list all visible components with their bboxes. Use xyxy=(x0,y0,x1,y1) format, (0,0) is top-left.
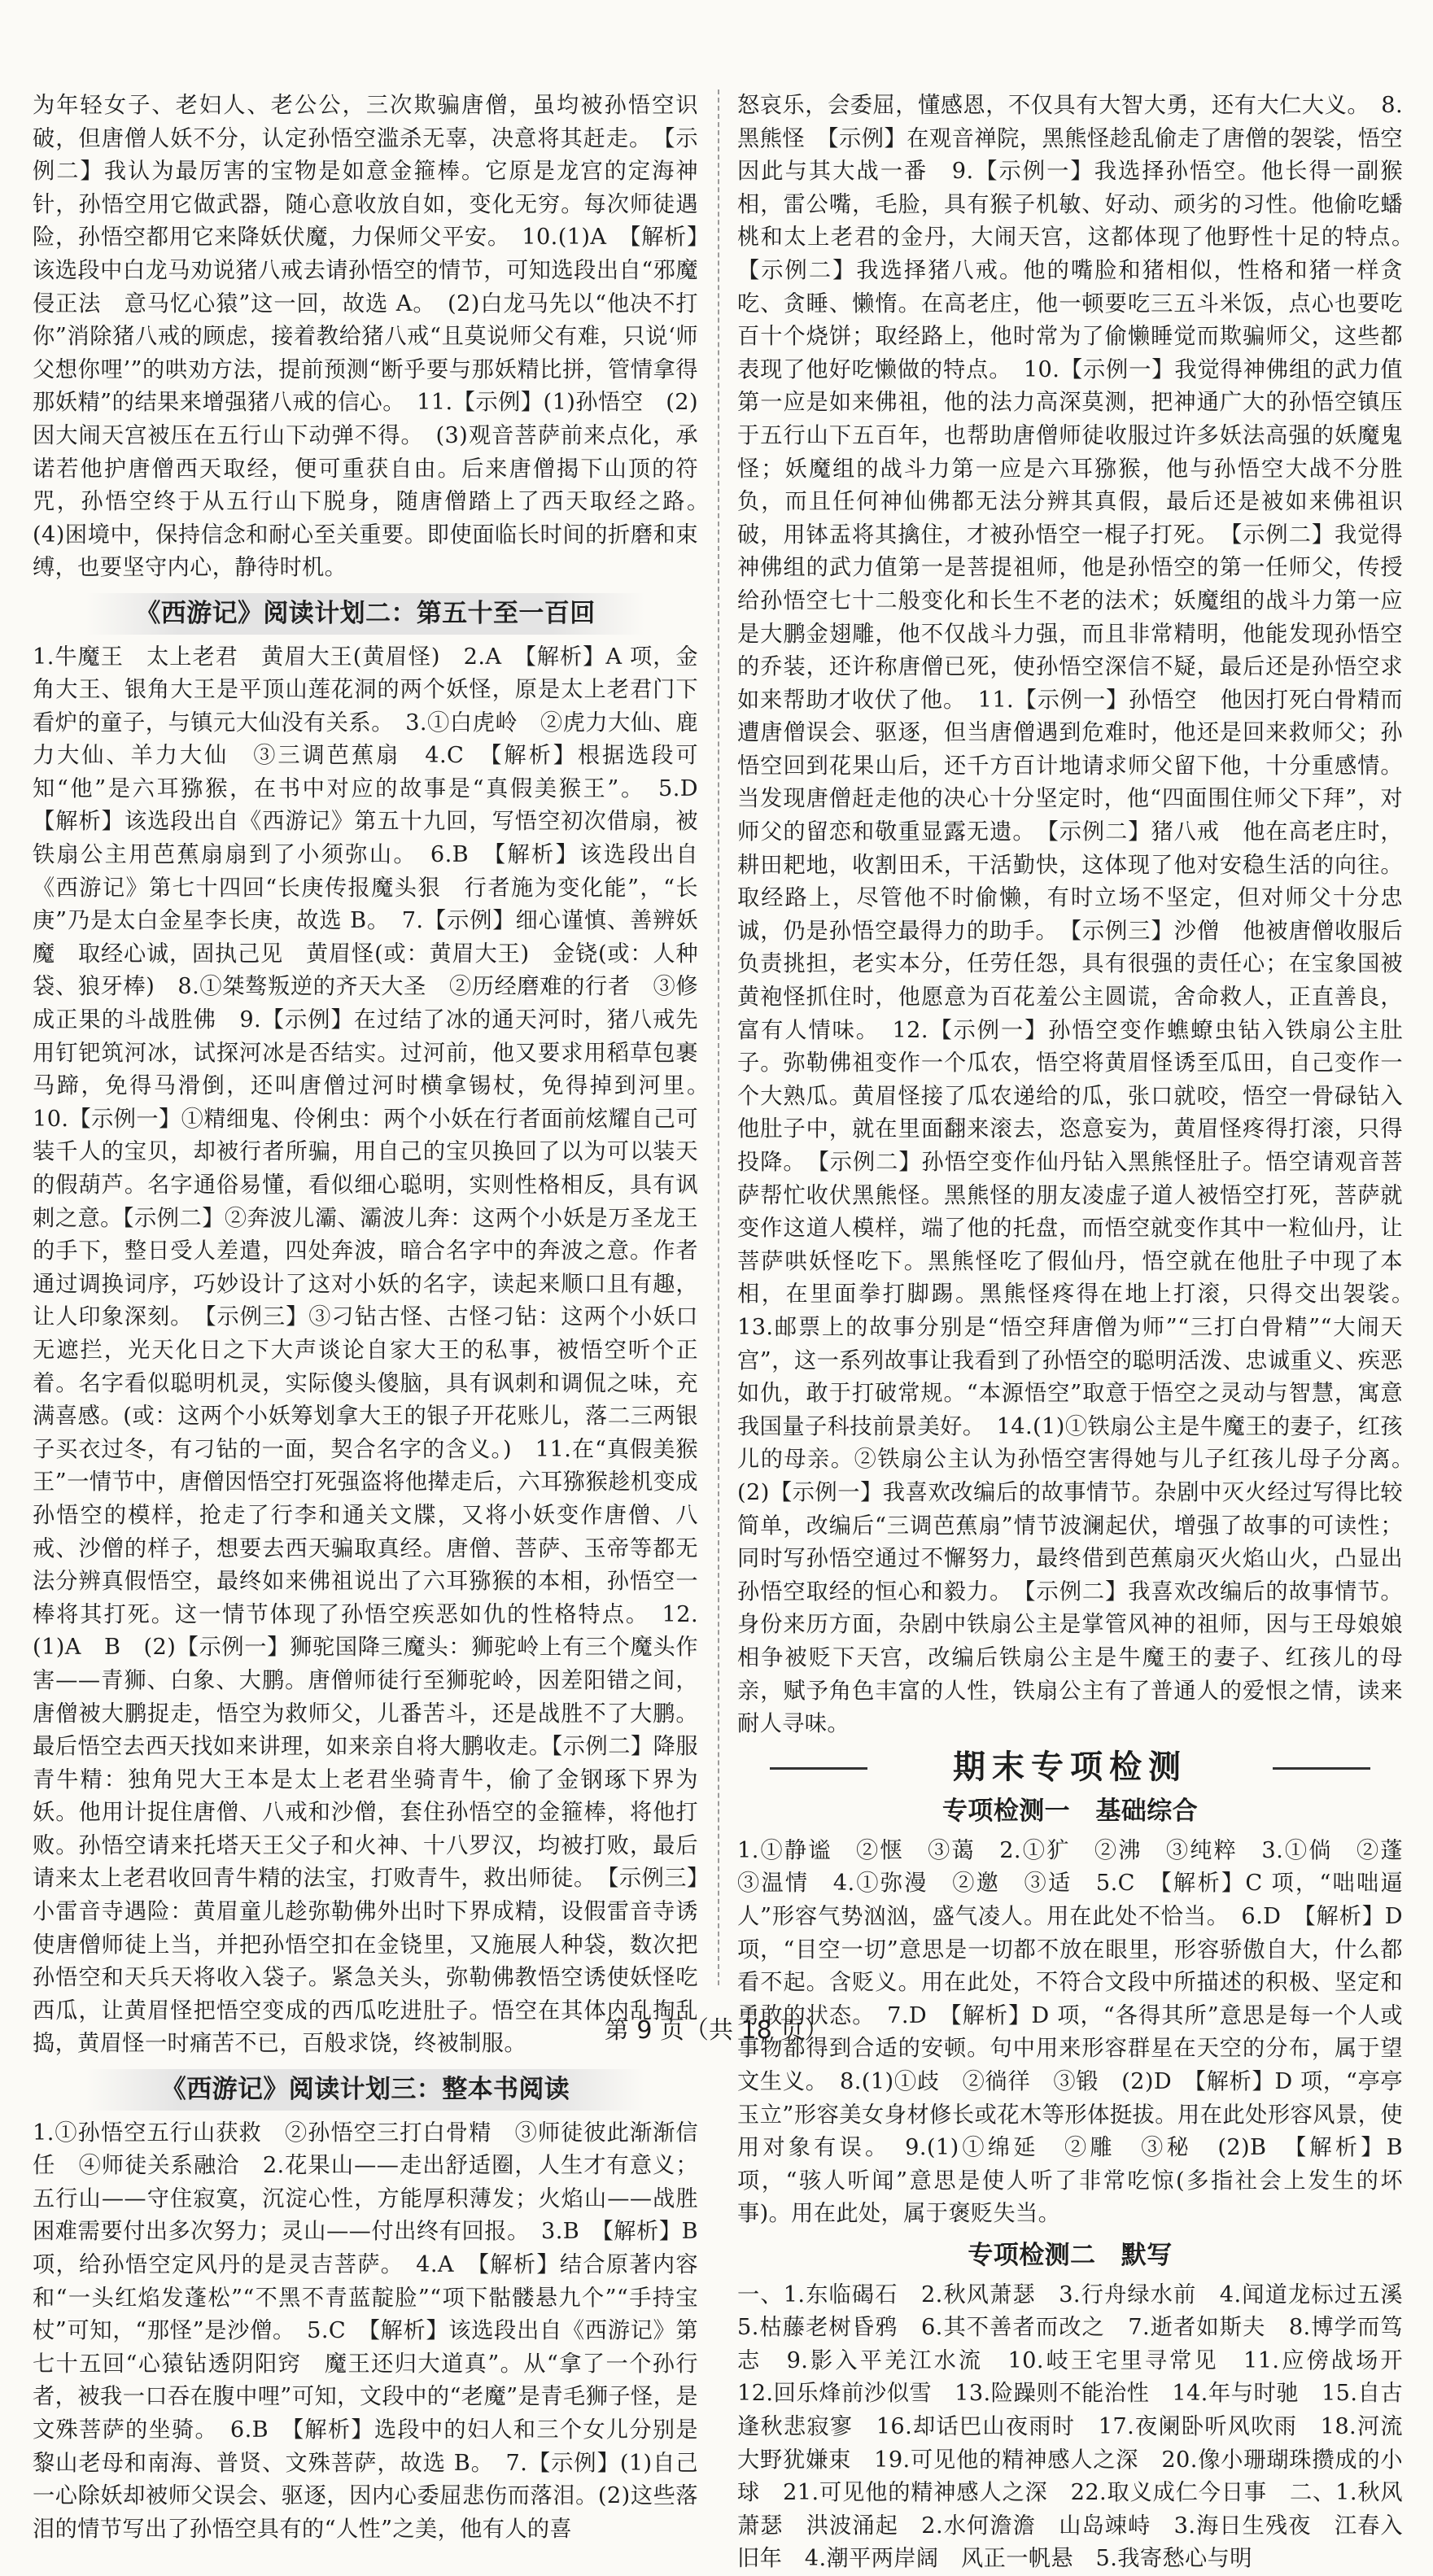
left-paragraph-1: 为年轻女子、老妇人、老公公，三次欺骗唐僧，虽均被孙悟空识破，但唐僧人妖不分，认定孙悟空滥杀无辜，决意将其赶走。 【示例二】我认为最厉害的宝物是如意金箍棒。它原是龙宫的定海神针，孙悟空用它做武器，随心意收放自如，变化无穷。每次师徒遇险，孙悟空都用它来降妖伏魔，力保师父平安。 10.(1)A 【解析】该选段中白龙马劝说猪八戒去请孙悟空的情节，可知选段出自“邪魔侵正法 意马忆心猿”这一回，故选 A。 (2)白龙马先以“他决不打你”消除猪八戒的顾虑，接着教给猪八戒“且莫说师父有难，只说‘师父想你哩’”的哄劝方法，提前预测“断乎要与那妖精比拼，管情拿得那妖精”的结果来增强猪八戒的信心。 11.【示例】(1)孙悟空 (2)因大闹天宫被压在五行山下动弹不得。 (3)观音菩萨前来点化，承诺若他护唐僧西天取经，便可重获自由。后来唐僧揭下山顶的符咒，孙悟空终于从五行山下脱身，随唐僧踏上了西天取经之路。 (4)困境中，保持信念和耐心至关重要。即使面临长时间的折磨和束缚，也要坚守内心，静待时机。 xyxy=(33,93,721,581)
column-divider xyxy=(718,90,719,1985)
right-paragraph-1: 怒哀乐，会委屈，懂感恩，不仅具有大智大勇，还有大仁大义。 8.黑熊怪 【示例】在观音禅院，黑熊怪趁乱偷走了唐僧的袈裟，悟空因此与其大战一番 9.【示例一】我选择孙悟空。他长得一副猴相，雷公嘴，毛脸，具有猴子机敏、好动、顽劣的习性。他偷吃蟠桃和太上老君的金丹，大闹天宫，这都体现了他野性十足的特点。 【示例二】我选择猪八戒。他的嘴脸和猪相似，性格和猪一样贪吃、贪睡、懒惰。在高老庄，他一顿要吃三五斗米饭，点心也要吃百十个烧饼；取经路上，他时常为了偷懒睡觉而欺骗师父，这些都表现了他好吃懒做的特点。 10.【示例一】我觉得神佛组的武力值第一应是如来佛祖，他的法力高深莫测，把神通广大的孙悟空镇压于五行山下五百年，也帮助唐僧师徒收服过许多妖法高强的妖魔鬼怪；妖魔组的战斗力第一应是六耳猕猴，他与孙悟空大战不分胜负，而且任何神仙佛都无法分辨其真假，最后还是被如来佛祖识破，用钵盂将其擒住，才被孙悟空一棍子打死。 【示例二】我觉得神佛组的武力值第一是菩提祖师，他是孙悟空的第一任师父，传授给孙悟空七十二般变化和长生不老的法术；妖魔组的战斗力第一应是大鹏金翅雕，他不仅战斗力强，而且非常精明，他能发现孙悟空的乔装，还许称唐僧已死，使孙悟空深信不疑，最后还是孙悟空求如来帮助才收伏了他。 11.【示例一】孙悟空 他因打死白骨精而遭唐僧误会、驱逐，但当唐僧遇到危难时，他还是回来救师父；孙悟空回到花果山后，还千方百计地请求师父留下他，十分重感情。当发现唐僧赶走他的决心十分坚定时，他“四面围住师父下拜”，对师父的留恋和敬重显露无遗。 【示例二】猪八戒 他在高老庄时，耕田耙地，收割田禾，干活勤快，这体现了他对安稳生活的向往。取经路上，尽管他不时偷懒，有时立场不坚定，但对师父十分忠诚，仍是孙悟空最得力的助手。 【示例三】沙僧 他被唐僧收服后负责挑担，老实本分，任劳任怨，具有很强的责任心；在宝象国被黄袍怪抓住时，他愿意为百花羞公主圆谎，舍命救人，正直善良，富有人情味。 12.【示例一】孙悟空变作蟭蟟虫钻入铁扇公主肚子。弥勒佛祖变作一个瓜农，悟空将黄眉怪诱至瓜田，自己变作一个大熟瓜。黄眉怪接了瓜农递给的瓜，张口就咬，悟空一骨碌钻入他肚子中，就在里面翻来滚去，恣意妄为，黄眉怪疼得打滚，只得投降。 【示例二】孙悟空变作仙丹钻入黑熊怪肚子。悟空请观音菩萨帮忙收伏黑熊怪。黑熊怪的朋友凌虚子道人被悟空打死，菩萨就变作这道人模样，端了他的托盘，而悟空就变作其中一粒仙丹，让菩萨哄妖怪吃下。黑熊怪吃了假仙丹，悟空就在他肚子中现了本相，在里面拳打脚踢。黑熊怪疼得在地上打滚，只得交出袈裟。 13.邮票上的故事分别是“悟空拜唐僧为师”“三打白骨精”“大闹天宫”，这一系列故事让我看到了孙悟空的聪明活泼、忠诚重义、疾恶如仇，敢于打破常规。“本源悟空”取意于悟空之灵动与智慧，寓意我国量子科技前景美好。 14.(1)①铁扇公主是牛魔王的妻子，红孩儿的母亲。②铁扇公主认为孙悟空害得她与儿子红孩儿母子分离。 (2)【示例一】我喜欢改编后的故事情节。杂剧中灭火经过写得比较简单，改编后“三调芭蕉扇”情节波澜起伏，增强了故事的可读性；同时写孙悟空通过不懈努力，最终借到芭蕉扇灭火焰山火，凸显出孙悟空取经的恒心和毅力。 【示例二】我喜欢改编后的故事情节。身份来历方面，杂剧中铁扇公主是掌管风神的祖师，因与王母娘娘相争被贬下天宫，改编后铁扇公主是牛魔王的妻子、红孩儿的母亲，赋予角色丰富的人性，铁扇公主有了普通人的爱恨之情，读来耐人寻味。 xyxy=(737,93,1426,1737)
left-paragraph-2: 1.牛魔王 太上老君 黄眉大王(黄眉怪) 2.A 【解析】A 项，金角大王、银角大王是平顶山莲花洞的两个妖怪，原是太上老君门下看炉的童子，与镇元大仙没有关系。 3.①白虎岭 ②虎力大仙、鹿力大仙、羊力大仙 ③三调芭蕉扇 4.C 【解析】根据选段可知“他”是六耳猕猴，在书中对应的故事是“真假美猴王”。 5.D 【解析】该选段出自《西游记》第五十九回，写悟空初次借扇，被铁扇公主用芭蕉扇扇到了小须弥山。 6.B 【解析】该选段出自《西游记》第七十四回“长庚传报魔头狠 行者施为变化能”，“长庚”乃是太白金星李长庚，故选 B。 7.【示例】细心谨慎、善辨妖魔 取经心诚，固执己见 黄眉怪(或：黄眉大王) 金铙(或：人种袋、狼牙棒) 8.①桀骜叛逆的齐天大圣 ②历经磨难的行者 ③修成正果的斗战胜佛 9.【示例】在过结了冰的通天河时，猪八戒先用钉钯筑河冰，试探河冰是否结实。过河前，他又要求用稻草包裹马蹄，免得马滑倒，还叫唐僧过河时横拿锡杖，免得掉到河里。 10.【示例一】①精细鬼、伶俐虫：两个小妖在行者面前炫耀自己可装千人的宝贝，却被行者所骗，用自己的宝贝换回了以为可以装天的假葫芦。名字通俗易懂，看似细心聪明，实则性格相反，具有讽刺之意。【示例二】②奔波儿灞、灞波儿奔：这两个小妖是万圣龙王的手下，整日受人差遣，四处奔波，暗合名字中的奔波之意。作者通过调换词序，巧妙设计了这对小妖的名字，读起来顺口且有趣，让人印象深刻。 【示例三】③刁钻古怪、古怪刁钻：这两个小妖口无遮拦，光天化日之下大声谈论自家大王的私事，被悟空听个正着。名字看似聪明机灵，实际傻头傻脑，具有讽刺和调侃之味，充满喜感。(或：这两个小妖筹划拿大王的银子开花账儿，落二三两银子买衣过冬，有刁钻的一面，契合名字的含义。) 11.在“真假美猴王”一情节中，唐僧因悟空打死强盗将他撵走后，六耳猕猴趁机变成孙悟空的模样，抢走了行李和通关文牒，又将小妖变作唐僧、八戒、沙僧的样子，想要去西天骗取真经。唐僧、菩萨、玉帝等都无法分辨真假悟空，最终如来佛祖说出了六耳猕猴的本相，孙悟空一棒将其打死。这一情节体现了孙悟空疾恶如仇的性格特点。 12.(1)A B (2)【示例一】狮驼国降三魔头：狮驼岭上有三个魔头作害——青狮、白象、大鹏。唐僧师徒行至狮驼岭，因差阳错之间，唐僧被大鹏捉走，悟空为救师父，儿番苦斗，还是战胜不了大鹏。最后悟空去西天找如来讲理，如来亲自将大鹏收走。【示例二】降服青牛精：独角兕大王本是太上老君坐骑青牛，偷了金钢琢下界为妖。他用计捉住唐僧、八戒和沙僧，套住孙悟空的金箍棒，将他打败。孙悟空请来托塔天王父子和火神、十八罗汉，均被打败，最后请来太上老君收回青牛精的法宝，打败青牛，救出师徒。 【示例三】小雷音寺遇险：黄眉童儿趁弥勒佛外出时下界成精，设假雷音寺诱使唐僧师徒上当，并把孙悟空扣在金铙里，又施展人种袋，数次把孙悟空和天兵天将收入袋子。紧急关头，弥勒佛教悟空诱使妖怪吃西瓜，让黄眉怪把悟空变成的西瓜吃进肚子。悟空在其体内乱掏乱捣，黄眉怪一时痛苦不已，百般求饶，终被制服。 xyxy=(33,644,721,2057)
section-heading-reading-plan-3: 《西游记》阅读计划三：整本书阅读 xyxy=(33,2069,698,2111)
left-paragraph-3: 1.①孙悟空五行山获救 ②孙悟空三打白骨精 ③师徒彼此渐渐信任 ④师徒关系融洽 2.花果山——走出舒适圈，人生才有意义；五行山——守住寂寞，沉淀心性，方能厚积薄发；火焰山——战胜困难需要付出多次努力；灵山——付出终有回报。 3.B 【解析】B 项，给孙悟空定风丹的是灵吉菩萨。 4.A 【解析】结合原著内容和“一头红焰发蓬松”“不黑不青蓝靛脸”“项下骷髅悬九个”“手持宝杖”可知，“那怪”是沙僧。 5.C 【解析】该选段出自《西游记》第七十五回“心猿钻透阴阳窍 魔王还归大道真”。从“拿了一个孙行者，被我一口吞在腹中哩”可知，文段中的“老魔”是青毛狮子怪，是文殊菩萨的坐骑。 6.B 【解析】选段中的妇人和三个女儿分别是黎山老母和南海、普贤、文殊菩萨，故选 B。 7.【示例】(1)自己一心除妖却被师父误会、驱逐，因内心委屈悲伤而落泪。(2)这些落泪的情节写出了孙悟空具有的“人性”之美，他有人的喜 xyxy=(33,2120,698,2542)
test-two-heading: 专项检测二 默写 xyxy=(968,2241,1173,2270)
test-one-heading: 专项检测一 基础综合 xyxy=(942,1797,1198,1827)
final-test-heading: 期末专项检测 xyxy=(737,1751,1403,1784)
right-column xyxy=(737,90,1426,2576)
right-paragraph-3: 一、1.东临碣石 2.秋风萧瑟 3.行舟绿水前 4.闻道龙标过五溪 5.枯藤老树昏鸦 6.其不善者而改之 7.逝者如斯夫 8.博学而笃志 9.影入平羌江水流 10.岐王宅里寻常见 11.应傍战场开 12.回乐烽前沙似雪 13.险躁则不能治性 14.年与时驰 15.自古逢秋悲寂寥 16.却话巴山夜雨时 17.夜阑卧听风吹雨 18.河流大野犹嫌束 19.可见他的精神感人之深 20.像小珊瑚珠攒成的小球 21.可见他的精神感人之深 22.取义成仁今日事 二、1.秋风萧瑟 洪波涌起 2.水何澹澹 山岛竦峙 3.海日生残夜 江春入旧年 4.潮平两岸阔 风正一帆悬 5.我寄愁心与明 xyxy=(737,2281,1426,2572)
right-paragraph-2: 1.①静谧 ②惬 ③蔼 2.①犷 ②沸 ③纯粹 3.①倘 ②蓬 ③温情 4.①弥漫 ②邀 ③适 5.C 【解析】C 项，“咄咄逼人”形容气势汹汹，盛气凌人。用在此处不恰当。 6.D 【解析】D 项，“目空一切”意思是一切都不放在眼里，形容骄傲自大，什么都看不起。含贬义。用在此处，不符合文段中所描述的积极、坚定和勇敢的状态。 7.D 【解析】D 项，“各得其所”意思是每一个人或事物都得到合适的安顿。句中用来形容群星在天空的分布，属于望文生义。 8.(1)①歧 ②徜徉 ③锻 (2)D 【解析】D 项，“亭亭玉立”形容美女身材修长或花木等形体挺拔。用在此处形容风景，使用对象有误。 9.(1)①绵延 ②雕 ③秘 (2)B 【解析】B 项，“骇人听闻”意思是使人听了非常吃惊(多指社会上发生的坏事)。用在此处，属于褒贬失当。 xyxy=(737,1837,1426,2227)
section-heading-reading-plan-2: 《西游记》阅读计划二：第五十至一百回 xyxy=(33,593,698,635)
page-number-footer: 第 9 页（共 18 页） xyxy=(604,2016,829,2045)
